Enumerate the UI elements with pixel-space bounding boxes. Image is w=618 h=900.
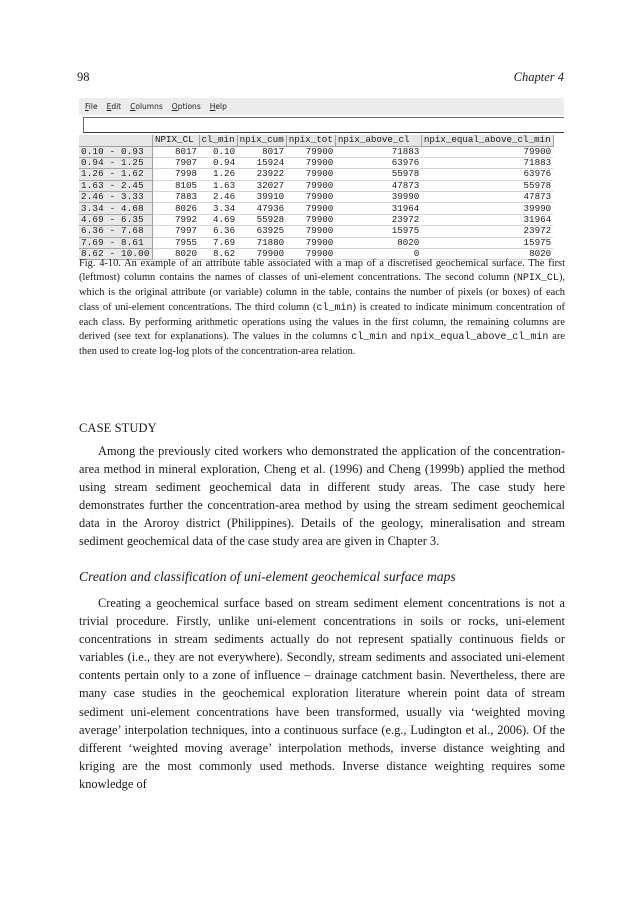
table-row[interactable]: [79, 226, 553, 237]
cell-class[interactable]: 2.46 - 3.33: [79, 192, 153, 203]
cell-cl-min[interactable]: 1.26: [199, 169, 237, 180]
cell-npix-equal-above-cl-min[interactable]: 71883: [421, 157, 553, 168]
cell-npix-tot[interactable]: 79900: [286, 226, 335, 237]
menu-columns-label: olumns: [135, 102, 163, 111]
cell-npix-cl[interactable]: 8026: [153, 203, 200, 214]
cell-cl-min[interactable]: 2.46: [199, 192, 237, 203]
cell-cl-min[interactable]: 0.94: [199, 157, 237, 168]
cell-npix-equal-above-cl-min[interactable]: 47873: [421, 192, 553, 203]
cell-npix-cl[interactable]: 7907: [153, 157, 200, 168]
cell-npix-cum[interactable]: 71880: [237, 237, 286, 248]
cell-cl-min[interactable]: 0.10: [199, 146, 237, 157]
cell-npix-above-cl[interactable]: 39990: [335, 192, 421, 203]
section-heading-case-study: CASE STUDY: [79, 421, 157, 435]
table-row[interactable]: [79, 157, 553, 168]
cell-class[interactable]: 1.63 - 2.45: [79, 180, 153, 191]
cell-npix-cum[interactable]: 55928: [237, 214, 286, 225]
caption-text-1: Fig. 4-10. An example of an attribute table associated with a map of a discretised geochemical surface. The first (leftmost) column contains the names of classes of uni-element concentrations. The second column (: [79, 258, 565, 284]
cell-npix-cl[interactable]: 8020: [153, 249, 200, 260]
cell-cl-min[interactable]: 6.36: [199, 226, 237, 237]
running-head: Chapter 4: [513, 70, 564, 84]
column-header-npix-equal-above-cl-min[interactable]: npix_equal_above_cl_min: [421, 135, 553, 146]
table-row[interactable]: [79, 192, 553, 203]
cell-class[interactable]: 7.69 - 8.61: [79, 237, 153, 248]
cell-npix-cum[interactable]: 8017: [237, 146, 286, 157]
caption-code-npix-cl: NPIX_CL: [516, 273, 559, 285]
cell-npix-cl[interactable]: 7992: [153, 214, 200, 225]
table-header-row: [79, 135, 553, 146]
cell-npix-tot[interactable]: 79900: [286, 146, 335, 157]
cell-npix-equal-above-cl-min[interactable]: 39990: [421, 203, 553, 214]
cell-npix-equal-above-cl-min[interactable]: 15975: [421, 237, 553, 248]
cell-class[interactable]: 0.10 - 0.93: [79, 146, 153, 157]
column-header-npix-tot[interactable]: npix_tot: [286, 135, 335, 146]
cell-npix-cum[interactable]: 79900: [237, 249, 286, 260]
cell-npix-above-cl[interactable]: 71883: [335, 146, 421, 157]
table-row[interactable]: [79, 180, 553, 191]
cell-npix-tot[interactable]: 79900: [286, 249, 335, 260]
cell-npix-above-cl[interactable]: 47873: [335, 180, 421, 191]
cell-npix-equal-above-cl-min[interactable]: 23972: [421, 226, 553, 237]
menu-file-mnemonic: F: [85, 102, 89, 111]
caption-text-5: are then used to create log-log plots of the concentration-area relation.: [79, 331, 565, 358]
attribute-table-container: [79, 135, 564, 260]
column-header-cl-min[interactable]: cl_min: [199, 135, 237, 146]
menu-help-label: elp: [215, 102, 227, 111]
column-header-npix-cum[interactable]: npix_cum: [237, 135, 286, 146]
cell-npix-cl[interactable]: 7998: [153, 169, 200, 180]
cell-npix-tot[interactable]: 79900: [286, 203, 335, 214]
cell-npix-cum[interactable]: 23922: [237, 169, 286, 180]
cell-class[interactable]: 4.69 - 6.35: [79, 214, 153, 225]
cell-class[interactable]: 8.62 - 10.00: [79, 249, 153, 260]
cell-npix-tot[interactable]: 79900: [286, 157, 335, 168]
column-header-class[interactable]: [79, 135, 153, 146]
caption-text-3: ) is created to indicate minimum concentration of each class. By performing arithmetic operations using the values in the first column, the remaining columns are derived (see text for explanations). The values in the columns: [79, 301, 565, 343]
table-row[interactable]: [79, 203, 553, 214]
attribute-table-window: [79, 98, 564, 260]
menu-options-label: ptions: [177, 102, 201, 111]
cell-class[interactable]: 0.94 - 1.25: [79, 157, 153, 168]
subsection-heading: Creation and classification of uni-element geochemical surface maps: [79, 569, 456, 584]
cell-cl-min[interactable]: 8.62: [199, 249, 237, 260]
cell-npix-cum[interactable]: 15924: [237, 157, 286, 168]
table-row[interactable]: [79, 237, 553, 248]
cell-npix-equal-above-cl-min[interactable]: 63976: [421, 169, 553, 180]
cell-cl-min[interactable]: 3.34: [199, 203, 237, 214]
cell-npix-cl[interactable]: 7955: [153, 237, 200, 248]
cell-npix-above-cl[interactable]: 8020: [335, 237, 421, 248]
cell-class[interactable]: 1.26 - 1.62: [79, 169, 153, 180]
cell-npix-equal-above-cl-min[interactable]: 55978: [421, 180, 553, 191]
cell-cl-min[interactable]: 7.69: [199, 237, 237, 248]
cell-npix-cl[interactable]: 8017: [153, 146, 200, 157]
paragraph-case-study: Among the previously cited workers who demonstrated the application of the concentration-area method in mineral exploration, Cheng et al. (1996) and Cheng (1999b) applied the method using stream sediment geochemical data in different study areas. The case study here demonstrates further the concentration-area method by using the stream sediment geochemical data in the Aroroy district (Philippines). Details of the geology, mineralisation and stream sediment geochemical data of the case study area are given in Chapter 3.: [79, 444, 565, 549]
cell-npix-above-cl[interactable]: 55978: [335, 169, 421, 180]
menu-bar: [79, 98, 564, 115]
cell-npix-above-cl[interactable]: 0: [335, 249, 421, 260]
cell-npix-equal-above-cl-min[interactable]: 31964: [421, 214, 553, 225]
menu-help-mnemonic: H: [209, 102, 216, 111]
cell-npix-above-cl[interactable]: 31964: [335, 203, 421, 214]
caption-text-4: and: [387, 331, 411, 343]
attribute-table: [79, 135, 554, 260]
menu-columns[interactable]: [130, 102, 163, 111]
menu-file-label: ile: [88, 102, 98, 111]
cell-npix-above-cl[interactable]: 63976: [335, 157, 421, 168]
menu-options[interactable]: [172, 102, 201, 111]
cell-cl-min[interactable]: 4.69: [199, 214, 237, 225]
cell-class[interactable]: 6.36 - 7.68: [79, 226, 153, 237]
caption-text-2: ), which is the original attribute (or variable) column in the table, contains the number of pixels (or boxes) of each class of uni-element concentrations. The third column (: [79, 272, 565, 313]
column-header-npix-above-cl[interactable]: npix_above_cl: [335, 135, 421, 146]
cell-npix-tot[interactable]: 79900: [286, 180, 335, 191]
menu-edit[interactable]: [107, 102, 122, 111]
table-row[interactable]: [79, 214, 553, 225]
cell-npix-cum[interactable]: 32027: [237, 180, 286, 191]
menu-edit-mnemonic: E: [106, 102, 112, 111]
menu-columns-mnemonic: C: [130, 102, 136, 111]
cell-npix-above-cl[interactable]: 15975: [335, 226, 421, 237]
cell-npix-tot[interactable]: 79900: [286, 214, 335, 225]
menu-edit-label: dit: [111, 102, 122, 111]
menu-file[interactable]: [85, 102, 98, 111]
cell-npix-cum[interactable]: 47936: [237, 203, 286, 214]
figure-caption: [79, 257, 565, 359]
caption-code-cl-min-2: cl_min: [351, 332, 388, 344]
cell-npix-tot[interactable]: 79900: [286, 169, 335, 180]
expression-input[interactable]: [83, 117, 564, 133]
cell-npix-cl[interactable]: 7883: [153, 192, 200, 203]
paragraph-surface-maps: Creating a geochemical surface based on stream sediment element concentrations is not a trivial procedure. Firstly, unlike uni-element concentrations in soils or rocks, uni-element concentrations in stream sediments actually do not represent spatially continuous fields or variables (i.e., they are not everywhere). Secondly, stream sediments and associated uni-element contents pertain only to a zone of influence – drainage catchment basin. Nevertheless, there are many case studies in the geochemical exploration literature wherein point data of stream sediment uni-element concentrations have been transformed, usually via ‘weighted moving average’ interpolation techniques, into a continuous surface (e.g., Ludington et al., 2006). Of the different ‘weighted moving average’ interpolation methods, inverse distance weighting and kriging are the most commonly used methods. Inverse distance weighting requires some knowledge of: [79, 596, 565, 791]
caption-code-npix-equal-above-cl-min: npix_equal_above_cl_min: [410, 332, 549, 344]
menu-options-mnemonic: O: [171, 102, 178, 111]
cell-class[interactable]: 3.34 - 4.68: [79, 203, 153, 214]
table-row[interactable]: [79, 146, 553, 157]
cell-npix-cum[interactable]: 63925: [237, 226, 286, 237]
cell-npix-equal-above-cl-min[interactable]: 79900: [421, 146, 553, 157]
cell-npix-cl[interactable]: 7997: [153, 226, 200, 237]
table-row[interactable]: [79, 169, 553, 180]
column-header-npix-cl[interactable]: NPIX_CL: [153, 135, 200, 146]
cell-npix-cl[interactable]: 8105: [153, 180, 200, 191]
cell-npix-tot[interactable]: 79900: [286, 237, 335, 248]
menu-help[interactable]: [210, 102, 227, 111]
page-number: 98: [77, 70, 90, 84]
cell-npix-cum[interactable]: 39910: [237, 192, 286, 203]
cell-npix-tot[interactable]: 79900: [286, 192, 335, 203]
caption-code-cl-min: cl_min: [316, 302, 353, 314]
cell-cl-min[interactable]: 1.63: [199, 180, 237, 191]
cell-npix-equal-above-cl-min[interactable]: 8020: [421, 249, 553, 260]
cell-npix-above-cl[interactable]: 23972: [335, 214, 421, 225]
table-body: [79, 146, 553, 260]
